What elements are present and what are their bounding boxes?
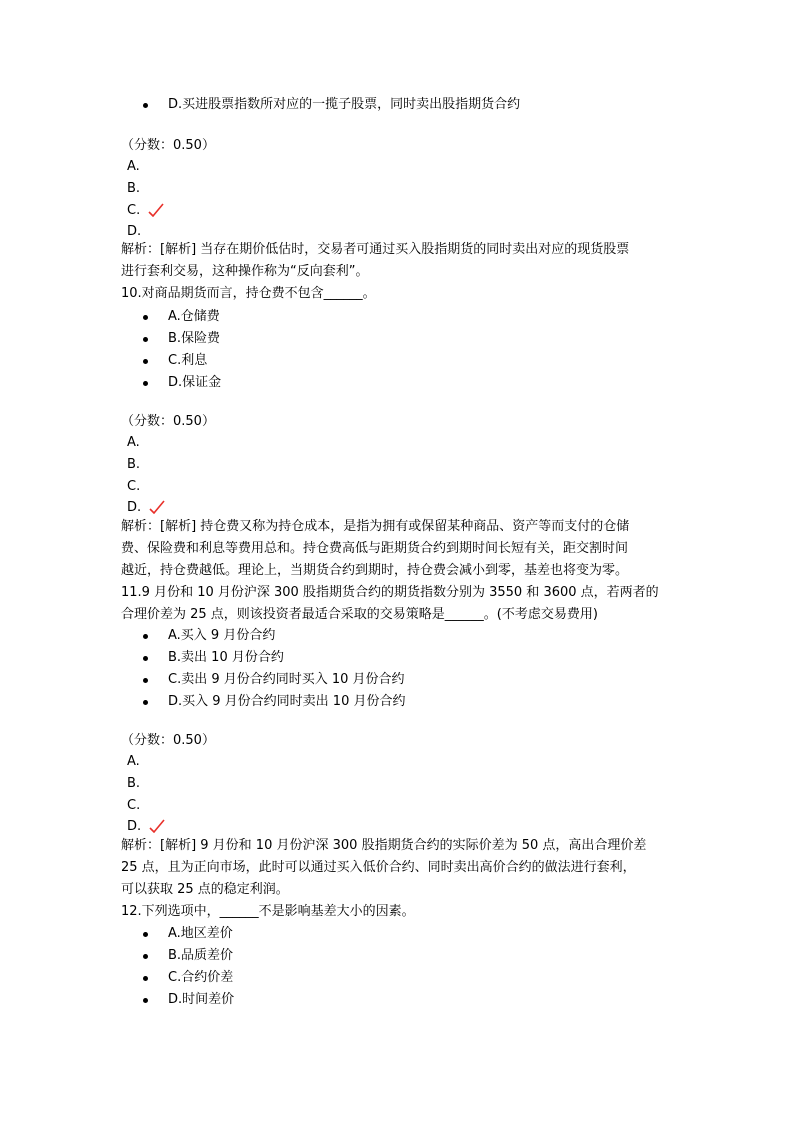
q10-answer-b: B. (127, 457, 141, 472)
check-mark-icon (149, 819, 165, 833)
q11-answer-c: C. (127, 798, 141, 813)
q11-option-c: C.卖出 9 月份合约同时买入 10 月份合约 (168, 672, 405, 687)
bullet-icon (143, 678, 148, 683)
q12-option-a: A.地区差价 (168, 926, 233, 941)
q11-option-d: D.买入 9 月份合约同时卖出 10 月份合约 (168, 694, 406, 709)
q11-question-line-1: 11.9 月份和 10 月份沪深 300 股指期货合约的期货指数分别为 3550 和 3600 点，若两者的 (121, 585, 659, 600)
bullet-icon (143, 976, 148, 981)
bullet-icon (143, 359, 148, 364)
q11-option-b: B.卖出 10 月份合约 (168, 650, 284, 665)
bullet-icon (143, 634, 148, 639)
q9-answer-c: C. (127, 202, 164, 220)
q9-score: （分数：0.50） (121, 138, 215, 153)
q9-answer-b: B. (127, 181, 141, 196)
bullet-icon (143, 381, 148, 386)
q9-analysis-line-2: 进行套利交易，这种操作称为“反向套利”。 (121, 264, 369, 279)
q11-option-a: A.买入 9 月份合约 (168, 628, 276, 643)
q11-question-line-2: 合理价差为 25 点，则该投资者最适合采取的交易策略是______。(不考虑交易费用) (121, 607, 598, 622)
q10-answer-c: C. (127, 479, 141, 494)
bullet-icon (143, 954, 148, 959)
q12-option-b: B.品质差价 (168, 948, 234, 963)
q10-answer-a: A. (127, 435, 140, 450)
q11-answer-a: A. (127, 754, 140, 769)
q10-score: （分数：0.50） (121, 414, 215, 429)
q12-question: 12.下列选项中，______不是影响基差大小的因素。 (121, 904, 415, 919)
q9-option-d: D.买进股票指数所对应的一揽子股票，同时卖出股指期货合约 (168, 97, 521, 112)
q9-answer-d: D. (127, 224, 142, 239)
bullet-icon (143, 337, 148, 342)
q10-answer-d: D. (127, 499, 165, 517)
q12-option-c: C.合约价差 (168, 970, 234, 985)
q11-analysis-line-3: 可以获取 25 点的稳定利润。 (121, 882, 289, 897)
q10-option-a: A.仓储费 (168, 309, 220, 324)
q10-analysis-line-3: 越近，持仓费越低。理论上，当期货合约到期时，持仓费会减小到零，基差也将变为零。 (121, 563, 629, 578)
q10-analysis-line-1: 解析：[解析] 持仓费又称为持仓成本，是指为拥有或保留某种商品、资产等而支付的仓储 (121, 519, 630, 534)
q10-question: 10.对商品期货而言，持仓费不包含______。 (121, 286, 376, 301)
q11-answer-d: D. (127, 818, 165, 836)
bullet-icon (143, 656, 148, 661)
bullet-icon (143, 700, 148, 705)
q10-option-b: B.保险费 (168, 331, 221, 346)
q12-option-d: D.时间差价 (168, 992, 235, 1007)
check-mark-icon (148, 203, 164, 217)
bullet-icon (143, 998, 148, 1003)
q11-score: （分数：0.50） (121, 733, 215, 748)
check-mark-icon (149, 500, 165, 514)
q9-analysis-line-1: 解析：[解析] 当存在期价低估时，交易者可通过买入股指期货的同时卖出对应的现货股票 (121, 242, 630, 257)
q9-answer-a: A. (127, 159, 140, 174)
q11-analysis-line-2: 25 点，且为正向市场，此时可以通过买入低价合约、同时卖出高价合约的做法进行套利， (121, 860, 636, 875)
q10-option-d: D.保证金 (168, 375, 222, 390)
q11-answer-b: B. (127, 776, 141, 791)
bullet-icon (143, 103, 148, 108)
q10-analysis-line-2: 费、保险费和利息等费用总和。持仓费高低与距期货合约到期时间长短有关，距交割时间 (121, 541, 629, 556)
bullet-icon (143, 315, 148, 320)
bullet-icon (143, 932, 148, 937)
q10-option-c: C.利息 (168, 353, 208, 368)
q11-analysis-line-1: 解析：[解析] 9 月份和 10 月份沪深 300 股指期货合约的实际价差为 50 点，高出合理价差 (121, 838, 647, 853)
